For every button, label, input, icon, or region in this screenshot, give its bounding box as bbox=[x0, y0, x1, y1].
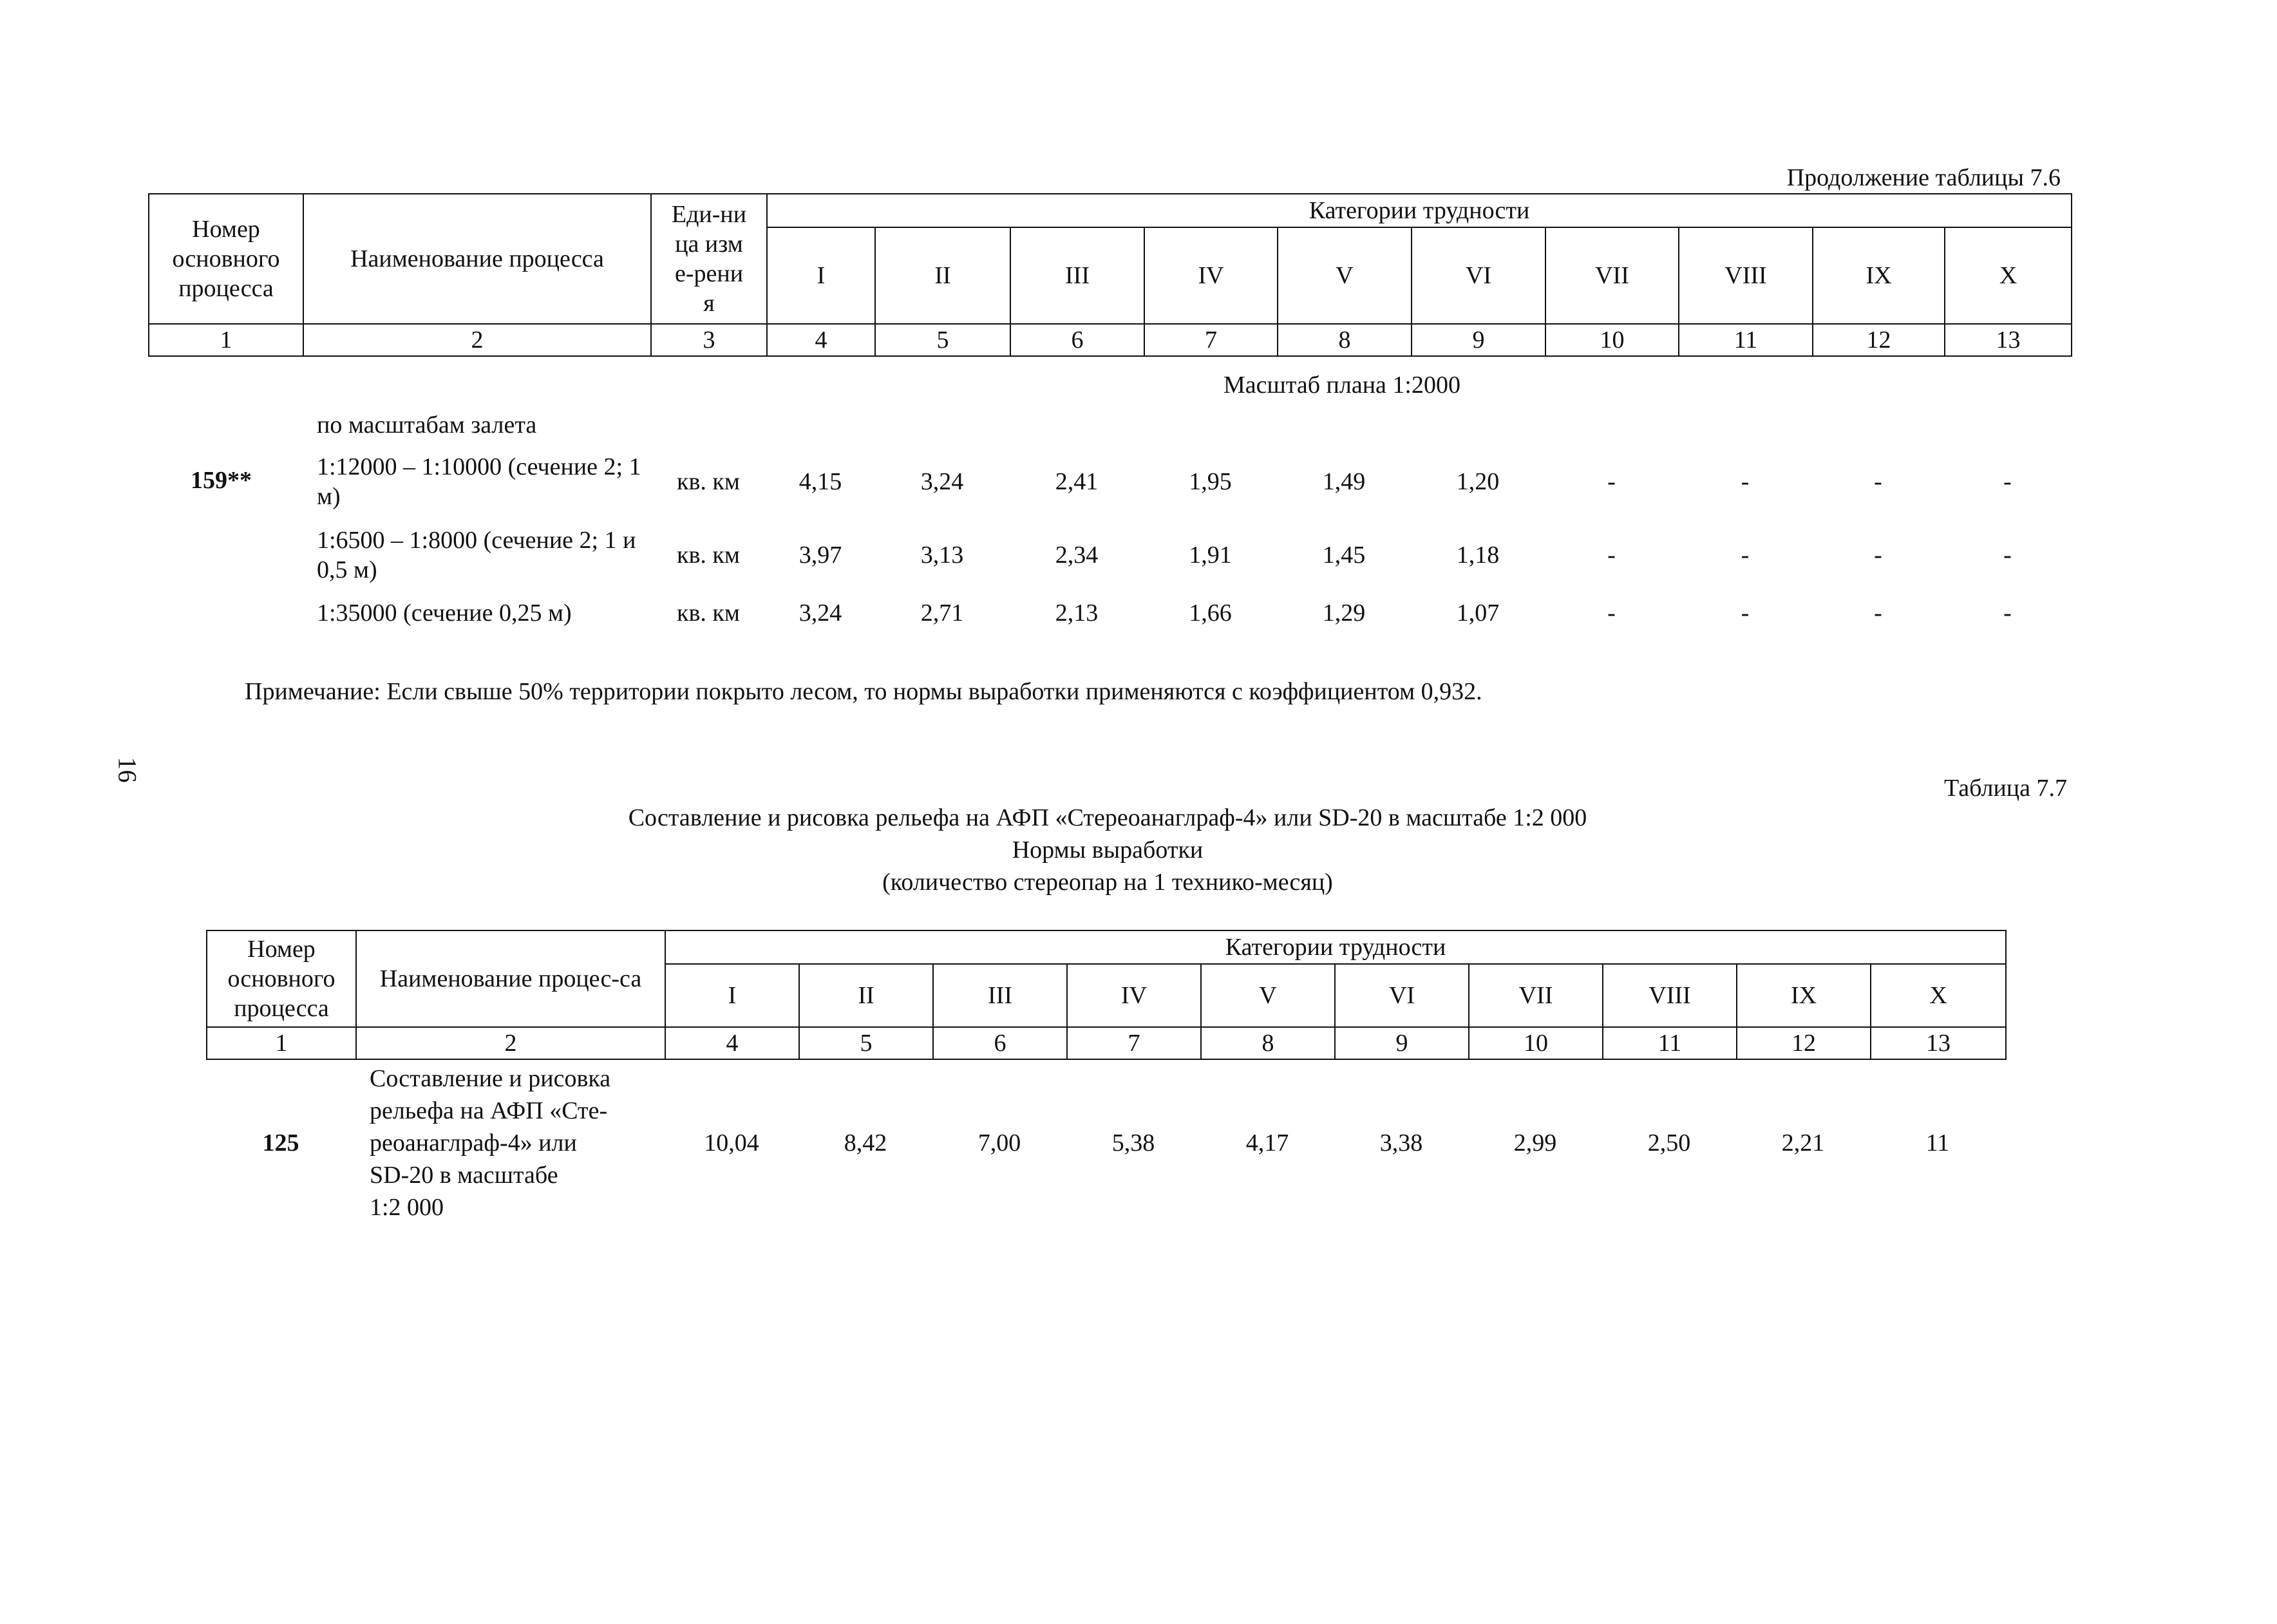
cell: 1,18 bbox=[1456, 542, 1500, 569]
header-cat-vii: VII bbox=[1469, 964, 1603, 1027]
header-cat-viii: VIII bbox=[1603, 964, 1737, 1027]
row-name: 1:6500 – 1:8000 (сечение 2; 1 и 0,5 м) bbox=[317, 527, 636, 583]
process-number-125: 125 bbox=[262, 1129, 299, 1157]
row-unit: кв. км bbox=[677, 600, 740, 627]
cell: 2,21 bbox=[1781, 1129, 1825, 1157]
colnum-12: 12 bbox=[1813, 324, 1945, 356]
cell: 4,17 bbox=[1245, 1129, 1289, 1157]
colnum-6: 6 bbox=[933, 1027, 1067, 1059]
header-cat-ii: II bbox=[875, 227, 1010, 324]
cell: 11 bbox=[1925, 1129, 1950, 1157]
colnum-1: 1 bbox=[149, 324, 303, 356]
colnum-9: 9 bbox=[1412, 324, 1545, 356]
table77-subtitle: Нормы выработки bbox=[1012, 836, 1204, 864]
colnum-4: 4 bbox=[767, 324, 875, 356]
cell: 3,24 bbox=[798, 600, 842, 627]
colnum-11: 11 bbox=[1679, 324, 1813, 356]
group-label: по масштабам залета bbox=[317, 411, 537, 439]
table-row bbox=[148, 520, 2071, 590]
row-name: Составление и рисовка рельефа на АФП «Сте- реоанаглраф-4» или SD-20 в масштабе 1:2 000 bbox=[370, 1065, 611, 1221]
cell: 3,38 bbox=[1379, 1129, 1423, 1157]
cell: - bbox=[2003, 542, 2012, 569]
header-cat-i: I bbox=[767, 227, 875, 324]
cell: - bbox=[1741, 468, 1750, 495]
header-cat-i: I bbox=[665, 964, 799, 1027]
colnum-12: 12 bbox=[1737, 1027, 1871, 1059]
header-process-name: Наименование процес-са bbox=[356, 930, 665, 1027]
colnum-11: 11 bbox=[1603, 1027, 1737, 1059]
cell: 2,13 bbox=[1055, 600, 1099, 627]
cell: 2,34 bbox=[1055, 542, 1099, 569]
cell: 1,07 bbox=[1456, 600, 1500, 627]
cell: 5,38 bbox=[1111, 1129, 1155, 1157]
header-cat-iii: III bbox=[1010, 227, 1144, 324]
table76-note: Примечание: Если свыше 50% территории покрыто лесом, то нормы выработки применяются с коэффициентом 0,932. bbox=[245, 678, 1482, 705]
cell: 2,50 bbox=[1647, 1129, 1691, 1157]
header-categories: Категории трудности bbox=[767, 194, 2072, 227]
colnum-7: 7 bbox=[1144, 324, 1278, 356]
cell: - bbox=[1874, 542, 1882, 569]
table76-header bbox=[148, 193, 2072, 357]
cell: 1,20 bbox=[1456, 468, 1500, 495]
colnum-1: 1 bbox=[207, 1027, 356, 1059]
colnum-2: 2 bbox=[303, 324, 651, 356]
cell: - bbox=[1874, 468, 1882, 495]
cell: - bbox=[1607, 600, 1616, 627]
header-cat-vi: VI bbox=[1335, 964, 1469, 1027]
row-unit: кв. км bbox=[677, 468, 740, 495]
table77-title: Составление и рисовка рельефа на АФП «Стереоанаглраф-4» или SD-20 в масштабе 1:2 000 bbox=[628, 804, 1587, 831]
colnum-9: 9 bbox=[1335, 1027, 1469, 1059]
cell: 2,71 bbox=[920, 600, 964, 627]
process-number-159: 159** bbox=[191, 467, 252, 494]
cell: - bbox=[2003, 600, 2012, 627]
cell: - bbox=[1607, 468, 1616, 495]
scale-heading: Масштаб плана 1:2000 bbox=[1224, 372, 1460, 399]
colnum-2: 2 bbox=[356, 1027, 665, 1059]
table77-header bbox=[206, 930, 2007, 1060]
header-cat-v: V bbox=[1201, 964, 1335, 1027]
cell: 1,49 bbox=[1322, 468, 1366, 495]
header-process-name: Наименование процесса bbox=[303, 194, 651, 324]
header-cat-iv: IV bbox=[1067, 964, 1201, 1027]
header-cat-ii: II bbox=[799, 964, 933, 1027]
cell: - bbox=[2003, 468, 2012, 495]
header-process-number: Номер основного процесса bbox=[149, 194, 303, 324]
header-cat-ix: IX bbox=[1813, 227, 1945, 324]
cell: 2,99 bbox=[1513, 1129, 1557, 1157]
colnum-13: 13 bbox=[1871, 1027, 2006, 1059]
table-row bbox=[148, 594, 2071, 632]
colnum-6: 6 bbox=[1010, 324, 1144, 356]
cell: - bbox=[1874, 600, 1882, 627]
cell: 1,29 bbox=[1322, 600, 1366, 627]
colnum-5: 5 bbox=[799, 1027, 933, 1059]
cell: 10,04 bbox=[704, 1129, 759, 1157]
colnum-8: 8 bbox=[1278, 324, 1412, 356]
cell: 1,95 bbox=[1189, 468, 1232, 495]
table-row bbox=[148, 447, 2071, 516]
colnum-8: 8 bbox=[1201, 1027, 1335, 1059]
header-cat-vii: VII bbox=[1545, 227, 1679, 324]
header-process-number: Номер основного процесса bbox=[207, 930, 356, 1027]
header-categories: Категории трудности bbox=[665, 930, 2006, 964]
cell: 3,97 bbox=[798, 542, 842, 569]
header-cat-x: X bbox=[1871, 964, 2006, 1027]
row-name: 1:12000 – 1:10000 (сечение 2; 1 м) bbox=[317, 453, 641, 510]
cell: 1,66 bbox=[1189, 600, 1232, 627]
cell: - bbox=[1741, 542, 1750, 569]
colnum-13: 13 bbox=[1945, 324, 2072, 356]
colnum-10: 10 bbox=[1545, 324, 1679, 356]
table77-units-note: (количество стереопар на 1 технико-месяц) bbox=[882, 869, 1333, 896]
header-cat-iii: III bbox=[933, 964, 1067, 1027]
cell: 1,45 bbox=[1322, 542, 1366, 569]
colnum-3: 3 bbox=[651, 324, 767, 356]
cell: 4,15 bbox=[798, 468, 842, 495]
cell: 8,42 bbox=[844, 1129, 887, 1157]
colnum-7: 7 bbox=[1067, 1027, 1201, 1059]
cell: 3,24 bbox=[920, 468, 964, 495]
header-cat-viii: VIII bbox=[1679, 227, 1813, 324]
header-cat-x: X bbox=[1945, 227, 2072, 324]
header-unit: Еди-ница изме-рения bbox=[651, 194, 767, 324]
header-cat-ix: IX bbox=[1737, 964, 1871, 1027]
row-unit: кв. км bbox=[677, 542, 740, 569]
colnum-5: 5 bbox=[875, 324, 1010, 356]
row-name: 1:35000 (сечение 0,25 м) bbox=[317, 600, 572, 627]
header-cat-vi: VI bbox=[1412, 227, 1545, 324]
header-cat-v: V bbox=[1278, 227, 1412, 324]
colnum-10: 10 bbox=[1469, 1027, 1603, 1059]
table77-caption: Таблица 7.7 bbox=[1943, 775, 2067, 802]
table76-continuation-caption: Продолжение таблицы 7.6 bbox=[1786, 164, 2061, 191]
page-number: 16 bbox=[113, 757, 142, 783]
cell: 3,13 bbox=[920, 542, 964, 569]
colnum-4: 4 bbox=[665, 1027, 799, 1059]
cell: - bbox=[1607, 542, 1616, 569]
cell: 1,91 bbox=[1189, 542, 1232, 569]
cell: 7,00 bbox=[978, 1129, 1021, 1157]
header-cat-iv: IV bbox=[1144, 227, 1278, 324]
table-row bbox=[206, 1062, 2005, 1223]
cell: 2,41 bbox=[1055, 468, 1099, 495]
cell: - bbox=[1741, 600, 1750, 627]
